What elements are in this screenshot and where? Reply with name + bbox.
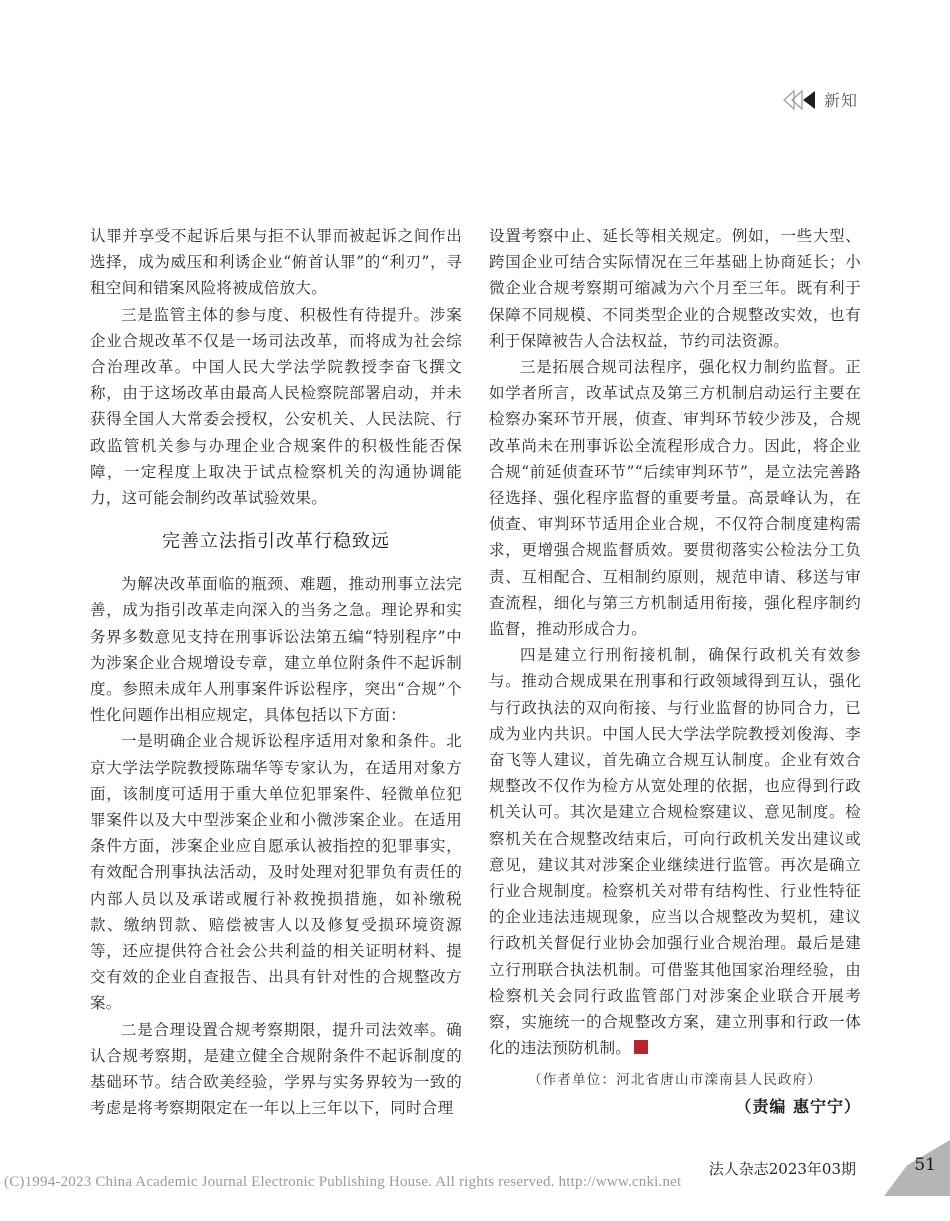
left-column <box>90 223 462 1122</box>
author-affiliation: （作者单位：河北省唐山市滦南县人民政府） <box>528 1071 822 1088</box>
paragraph: 为解决改革面临的瓶颈、难题，推动刑事立法完善，成为指引改革走向深入的当务之急。理论界和实务界多数意见支持在刑事诉讼法第五编“特别程序”中为涉案企业合规增设专章，建立单位附条件不起诉制度。参照未成年人刑事案件诉讼程序，突出“合规”个性化问题作出相应规定，具体包括以下方面： <box>90 575 462 725</box>
paragraph: 二是合理设置合规考察期限，提升司法效率。确认合规考察期，是建立健全合规附条件不起诉制度的基础环节。结合欧美经验，学界与实务界较为一致的考虑是将考察期限定在一年以上三年以下，同时合理 <box>90 1020 462 1118</box>
paragraph: 一是明确企业合规诉讼程序适用对象和条件。北京大学法学院教授陈瑞华等专家认为，在适用对象方面，该制度可适用于重大单位犯罪案件、轻微单位犯罪案件以及大中型涉案企业和小微涉案企业。在适用条件方面，涉案企业应自愿承认被指控的犯罪事实，有效配合刑事执法活动，及时处理对犯罪负有责任的内部人员以及承诺或履行补救挽损措施，如补缴税款、缴纳罚款、赔偿被害人以及修复受损环境资源等，还应提供符合社会公共利益的相关证明材料、提交有效的企业自查报告、出具有针对性的合规整改方案。 <box>90 732 462 1013</box>
paragraph-text: 四是建立行刑衔接机制，确保行政机关有效参与。推动合规成果在刑事和行政领域得到互认，强化与行政执法的双向衔接、与行业监督的协同合力，已成为业内共识。中国人民大学法学院教授刘俊海、李奋飞等人建议，首先确立合规互认制度。企业有效合规整改不仅作为检方从宽处理的依据，也应得到行政机关认可。其次是建立合规检察建议、意见制度。检察机关在合规整改结束后，可向行政机关发出建议或意见，建议其对涉案企业继续进行监管。再次是确立行业合规制度。检察机关对带有结构性、行业性特征的企业违法违规现象，应当以合规整改为契机，建议行政机关督促行业协会加强行业合规治理。最后是建立行刑联合执法机制。可借鉴其他国家治理经验，由检察机关会同行政监管部门对涉案企业联合开展考察，实施统一的合规整改方案，建立刑事和行政一体化的违法预防机制。 <box>489 646 861 1058</box>
paragraph: 认罪并享受不起诉后果与拒不认罪而被起诉之间作出选择，成为威压和利诱企业“俯首认罪”的“利刃”，寻租空间和错案风险将被成倍放大。 <box>90 227 462 298</box>
editor-credit: （责编 惠宁宁） <box>735 1096 861 1116</box>
paragraph: 三是拓展合规司法程序，强化权力制约监督。正如学者所言，改革试点及第三方机制启动运行主要在检察办案环节开展，侦查、审判环节较少涉及，合规改革尚未在刑事诉讼全流程形成合力。因此，将企业合规“前延侦查环节”“后续审判环节”，是立法完善路径选择、强化程序监督的重要考量。高景峰认为，在侦查、审判环节适用企业合规，不仅符合制度建构需求，更增强合规监督质效。要贯彻落实公检法分工负责、互相配合、互相制约原则，规范申请、移送与审查流程，细化与第三方机制适用衔接，强化程序制约监督，推动形成合力。 <box>489 358 861 639</box>
section-heading: 完善立法指引改革行稳致远 <box>162 531 390 553</box>
copyright-watermark: (C)1994-2023 China Academic Journal Electronic Publishing House. All rights reserved. http://www.cnki.net <box>4 1174 682 1190</box>
paragraph: 三是监管主体的参与度、积极性有待提升。涉案企业合规改革不仅是一场司法改革，而将成为社会综合治理改革。中国人民大学法学院教授李奋飞撰文称，由于这场改革由最高人民检察院部署启动，并未获得全国人大常委会授权，公安机关、人民法院、行政监管机关参与办理企业合规案件的积极性能否保障，一定程度上取决于试点检察机关的沟通协调能力，这可能会制约改革试验效果。 <box>90 305 462 508</box>
page-header <box>782 88 858 111</box>
paragraph: 设置考察中止、延长等相关规定。例如，一些大型、跨国企业可结合实际情况在三年基础上协商延长；小微企业合规考察期可缩减为六个月至三年。既有利于保障不同规模、不同类型企业的合规整改实效，也有利于保障被告人合法权益，节约司法资源。 <box>489 227 861 350</box>
section-label: 新知 <box>823 91 858 110</box>
double-arrow-left-icon <box>782 89 818 111</box>
paragraph-final <box>489 642 861 1061</box>
journal-issue: 法人杂志2023年03期 <box>708 1160 856 1178</box>
end-mark-icon <box>634 1040 648 1054</box>
page-number: 51 <box>914 1155 936 1175</box>
right-column <box>489 223 861 1117</box>
